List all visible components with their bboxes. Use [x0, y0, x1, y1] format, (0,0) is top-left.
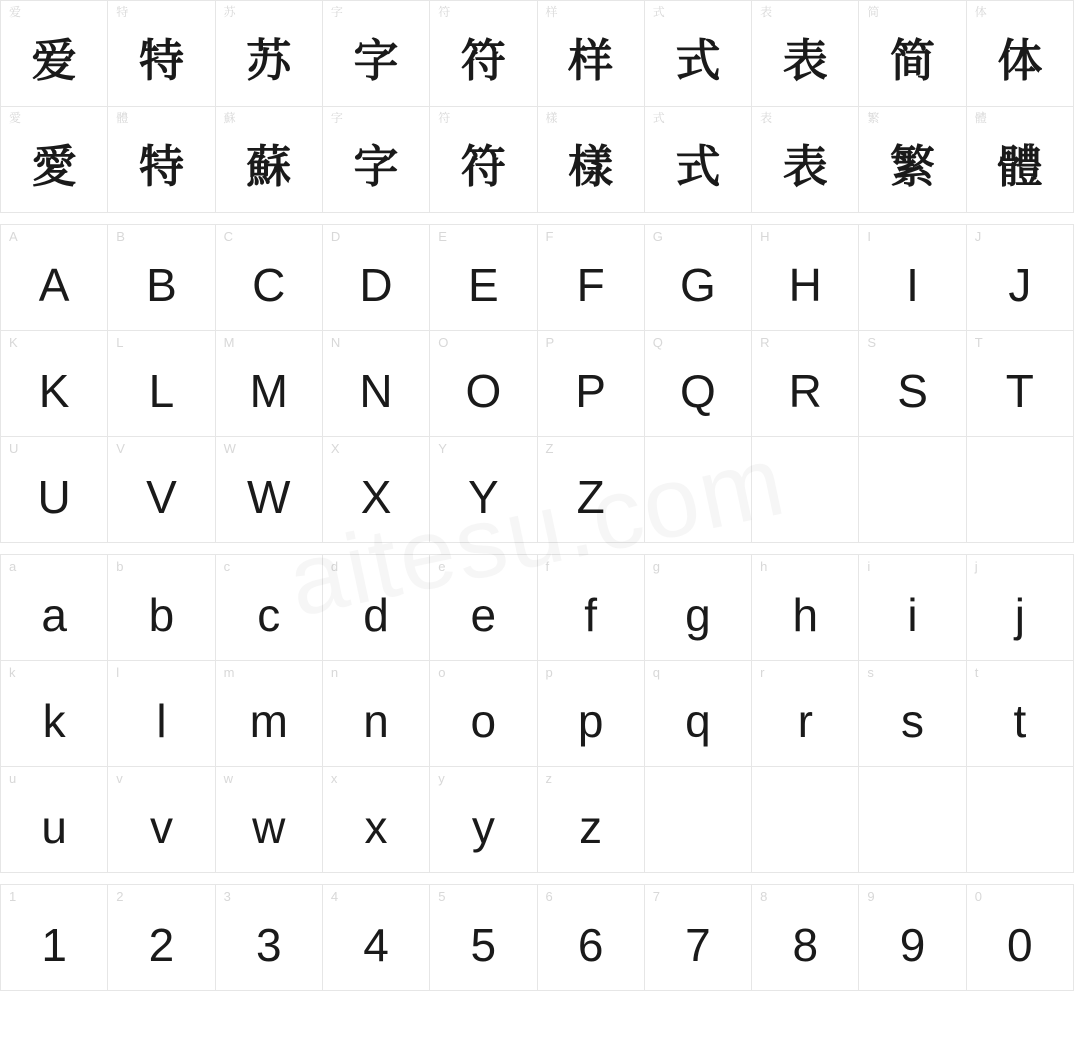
- glyph-cell[interactable]: [430, 767, 537, 873]
- glyph-character: t: [1013, 694, 1027, 747]
- glyph-tag: b: [116, 559, 124, 574]
- glyph-cell[interactable]: [859, 885, 966, 991]
- glyph-character: g: [685, 588, 711, 641]
- glyph-group-digits: [0, 884, 1074, 991]
- glyph-cell[interactable]: [108, 437, 215, 543]
- glyph-cell[interactable]: [430, 107, 537, 213]
- glyph-cell[interactable]: [538, 331, 645, 437]
- glyph-cell[interactable]: [108, 885, 215, 991]
- glyph-cell[interactable]: [752, 225, 859, 331]
- glyph-character: a: [41, 588, 67, 641]
- glyph-tag: p: [545, 665, 553, 680]
- glyph-character: Y: [468, 470, 499, 523]
- glyph-cell[interactable]: [1, 1, 108, 107]
- glyph-cell[interactable]: [430, 885, 537, 991]
- glyph-character: 爱: [31, 35, 77, 86]
- glyph-character: 3: [255, 918, 282, 971]
- glyph-tag: 表: [760, 111, 773, 125]
- glyph-cell[interactable]: [1, 225, 108, 331]
- glyph-cell[interactable]: [967, 1, 1074, 107]
- glyph-cell[interactable]: [1, 555, 108, 661]
- glyph-character: 繁: [890, 141, 936, 192]
- glyph-character: H: [788, 258, 822, 311]
- glyph-character: s: [901, 694, 925, 747]
- glyph-character: 符: [460, 35, 506, 86]
- glyph-tag: T: [974, 335, 983, 350]
- glyph-character: 愛: [31, 141, 77, 192]
- glyph-cell[interactable]: [645, 107, 752, 213]
- glyph-cell[interactable]: [859, 107, 966, 213]
- glyph-character: r: [797, 694, 813, 747]
- glyph-tag: E: [438, 229, 447, 244]
- glyph-cell[interactable]: [538, 661, 645, 767]
- glyph-character: 式: [675, 35, 721, 86]
- glyph-tag: e: [438, 559, 446, 574]
- glyph-character: 5: [470, 918, 497, 971]
- glyph-character: l: [156, 694, 167, 747]
- glyph-character: E: [468, 258, 499, 311]
- glyph-cell[interactable]: [1, 661, 108, 767]
- glyph-cell[interactable]: [967, 331, 1074, 437]
- glyph-character: 式: [675, 141, 721, 192]
- glyph-cell-empty: [967, 767, 1074, 873]
- glyph-cell[interactable]: [108, 1, 215, 107]
- glyph-cell[interactable]: [430, 331, 537, 437]
- glyph-cell[interactable]: [323, 555, 430, 661]
- glyph-character: o: [470, 694, 497, 747]
- glyph-cell[interactable]: [323, 437, 430, 543]
- glyph-cell[interactable]: [538, 437, 645, 543]
- glyph-cell[interactable]: [538, 555, 645, 661]
- glyph-character: f: [584, 588, 598, 641]
- glyph-tag: 爱: [9, 5, 22, 19]
- glyph-tag: W: [223, 441, 236, 456]
- glyph-tag: 式: [652, 5, 665, 19]
- glyph-cell-empty: [752, 767, 859, 873]
- glyph-tag: 樣: [545, 111, 558, 125]
- glyph-cell[interactable]: [430, 555, 537, 661]
- glyph-tag: 符: [438, 111, 451, 125]
- glyph-character: d: [363, 588, 389, 641]
- glyph-cell[interactable]: [1, 885, 108, 991]
- glyph-character: 8: [792, 918, 819, 971]
- glyph-tag: z: [545, 771, 552, 786]
- glyph-cell[interactable]: [430, 437, 537, 543]
- glyph-character: e: [470, 588, 497, 641]
- glyph-character: v: [149, 800, 173, 853]
- glyph-character: 2: [148, 918, 175, 971]
- glyph-tag: 样: [545, 5, 558, 19]
- glyph-tag: 8: [760, 889, 768, 904]
- glyph-tag: G: [652, 229, 663, 244]
- glyph-tag: 蘇: [223, 111, 236, 125]
- glyph-character: L: [148, 364, 175, 417]
- glyph-character: B: [146, 258, 177, 311]
- glyph-tag: l: [116, 665, 120, 680]
- glyph-character: y: [471, 800, 495, 853]
- glyph-tag: 7: [652, 889, 661, 904]
- glyph-character: 4: [363, 918, 389, 971]
- glyph-cell[interactable]: [859, 1, 966, 107]
- glyph-tag: 特: [116, 5, 129, 19]
- glyph-character: U: [37, 470, 71, 523]
- glyph-cell[interactable]: [1, 767, 108, 873]
- glyph-tag: 愛: [9, 111, 22, 125]
- glyph-cell[interactable]: [1, 437, 108, 543]
- glyph-character: Z: [576, 470, 605, 523]
- glyph-tag: v: [116, 771, 123, 786]
- glyph-tag: 2: [116, 889, 124, 904]
- glyph-cell[interactable]: [323, 107, 430, 213]
- glyph-cell[interactable]: [538, 1, 645, 107]
- glyph-cell[interactable]: [1, 107, 108, 213]
- glyph-tag: a: [9, 559, 17, 574]
- glyph-cell[interactable]: [216, 225, 323, 331]
- glyph-character: J: [1008, 258, 1032, 311]
- glyph-character: b: [148, 588, 175, 641]
- glyph-character: I: [906, 258, 919, 311]
- glyph-cell[interactable]: [967, 225, 1074, 331]
- glyph-tag: g: [652, 559, 661, 574]
- glyph-character: m: [249, 694, 288, 747]
- glyph-cell[interactable]: [967, 885, 1074, 991]
- glyph-tag: 表: [760, 5, 773, 19]
- glyph-cell[interactable]: [323, 1, 430, 107]
- glyph-character: j: [1014, 588, 1025, 641]
- glyph-tag: 苏: [223, 5, 236, 19]
- glyph-tag: N: [330, 335, 341, 350]
- glyph-cell[interactable]: [430, 1, 537, 107]
- glyph-character: c: [257, 588, 281, 641]
- glyph-tag: r: [760, 665, 765, 680]
- glyph-tag: q: [652, 665, 661, 680]
- glyph-tag: S: [867, 335, 877, 350]
- glyph-tag: s: [867, 665, 874, 680]
- glyph-cell[interactable]: [1, 331, 108, 437]
- glyph-cell[interactable]: [859, 225, 966, 331]
- glyph-cell[interactable]: [216, 661, 323, 767]
- glyph-tag: x: [330, 771, 338, 786]
- glyph-tag: j: [974, 559, 978, 574]
- glyph-tag: 3: [223, 889, 231, 904]
- glyph-character: 体: [997, 35, 1043, 86]
- glyph-cell[interactable]: [430, 661, 537, 767]
- glyph-tag: B: [116, 229, 125, 244]
- glyph-cell[interactable]: [645, 331, 752, 437]
- glyph-character: 苏: [246, 35, 292, 86]
- glyph-character: T: [1005, 364, 1034, 417]
- glyph-character: k: [42, 694, 66, 747]
- glyph-tag: 5: [438, 889, 446, 904]
- glyph-cell[interactable]: [323, 331, 430, 437]
- glyph-character: P: [575, 364, 606, 417]
- glyph-cell[interactable]: [430, 225, 537, 331]
- glyph-tag: V: [116, 441, 125, 456]
- glyph-character: h: [792, 588, 819, 641]
- glyph-cell-empty: [752, 437, 859, 543]
- glyph-cell[interactable]: [216, 107, 323, 213]
- glyph-tag: 字: [330, 5, 343, 19]
- glyph-cell-empty: [967, 437, 1074, 543]
- glyph-character: M: [249, 364, 288, 417]
- glyph-character: 字: [353, 35, 399, 86]
- glyph-cell-empty: [859, 767, 966, 873]
- glyph-character: A: [38, 258, 70, 311]
- glyph-tag: f: [545, 559, 550, 574]
- glyph-cell[interactable]: [538, 885, 645, 991]
- glyph-tag: C: [223, 229, 233, 244]
- glyph-character: D: [359, 258, 393, 311]
- glyph-character: 體: [997, 141, 1043, 192]
- glyph-tag: O: [438, 335, 449, 350]
- glyph-cell[interactable]: [859, 661, 966, 767]
- glyph-cell-empty: [859, 437, 966, 543]
- glyph-character: Q: [680, 364, 716, 417]
- glyph-character: 特: [138, 141, 184, 192]
- glyph-tag: u: [9, 771, 17, 786]
- glyph-character: F: [576, 258, 605, 311]
- glyph-cell-empty: [645, 437, 752, 543]
- glyph-character: 表: [782, 141, 828, 192]
- glyph-character: x: [364, 800, 388, 853]
- glyph-tag: J: [974, 229, 982, 244]
- glyph-cell[interactable]: [752, 555, 859, 661]
- glyph-cell[interactable]: [108, 225, 215, 331]
- glyph-tag: i: [867, 559, 871, 574]
- glyph-cell[interactable]: [967, 661, 1074, 767]
- glyph-tag: d: [330, 559, 339, 574]
- glyph-character: 6: [577, 918, 604, 971]
- glyph-tag: c: [223, 559, 231, 574]
- glyph-character: 1: [41, 918, 67, 971]
- glyph-cell[interactable]: [967, 107, 1074, 213]
- glyph-character: n: [363, 694, 389, 747]
- glyph-character: G: [680, 258, 716, 311]
- glyph-character: S: [897, 364, 928, 417]
- glyph-tag: k: [9, 665, 16, 680]
- glyph-cell[interactable]: [752, 885, 859, 991]
- glyph-cell[interactable]: [645, 225, 752, 331]
- glyph-character: 符: [460, 141, 506, 192]
- glyph-cell[interactable]: [108, 331, 215, 437]
- glyph-tag: 體: [974, 111, 987, 125]
- glyph-cell[interactable]: [645, 1, 752, 107]
- glyph-character: 0: [1007, 918, 1033, 971]
- glyph-tag: U: [9, 441, 19, 456]
- glyph-tag: 體: [116, 111, 129, 125]
- glyph-cell[interactable]: [645, 885, 752, 991]
- glyph-tag: K: [9, 335, 18, 350]
- glyph-cell[interactable]: [323, 225, 430, 331]
- glyph-tag: P: [545, 335, 555, 350]
- glyph-cell[interactable]: [108, 661, 215, 767]
- glyph-character: p: [577, 694, 604, 747]
- glyph-cell[interactable]: [216, 885, 323, 991]
- glyph-cell[interactable]: [216, 331, 323, 437]
- glyph-tag: n: [330, 665, 339, 680]
- glyph-tag: 式: [652, 111, 665, 125]
- glyph-cell[interactable]: [859, 331, 966, 437]
- glyph-cell[interactable]: [538, 225, 645, 331]
- glyph-character: 9: [899, 918, 926, 971]
- glyph-tag: R: [760, 335, 770, 350]
- glyph-cell[interactable]: [752, 331, 859, 437]
- glyph-character: 特: [138, 35, 184, 86]
- glyph-group-lowercase-latin: [0, 554, 1074, 873]
- glyph-tag: I: [867, 229, 872, 244]
- glyph-character: 樣: [568, 141, 614, 192]
- glyph-character: W: [247, 470, 291, 523]
- glyph-tag: L: [116, 335, 124, 350]
- glyph-tag: F: [545, 229, 554, 244]
- glyph-character: 蘇: [246, 141, 292, 192]
- glyph-character: 表: [782, 35, 828, 86]
- glyph-tag: 符: [438, 5, 451, 19]
- glyph-character: O: [465, 364, 502, 417]
- glyph-tag: m: [223, 665, 235, 680]
- glyph-character: C: [252, 258, 286, 311]
- glyph-tag: X: [330, 441, 340, 456]
- glyph-tag: 0: [974, 889, 982, 904]
- glyph-tag: 1: [9, 889, 17, 904]
- glyph-cell[interactable]: [216, 437, 323, 543]
- glyph-character: u: [41, 800, 67, 853]
- glyph-character: 样: [568, 35, 614, 86]
- glyph-tag: 6: [545, 889, 553, 904]
- glyph-character: q: [685, 694, 711, 747]
- glyph-tag: Q: [652, 335, 663, 350]
- glyph-cell[interactable]: [859, 555, 966, 661]
- glyph-cell[interactable]: [108, 107, 215, 213]
- glyph-cell[interactable]: [645, 661, 752, 767]
- glyph-character: 7: [685, 918, 711, 971]
- glyph-character: 字: [353, 141, 399, 192]
- glyph-tag: y: [438, 771, 445, 786]
- glyph-group-cjk-sample: [0, 0, 1074, 213]
- glyph-tag: 繁: [867, 111, 880, 125]
- glyph-cell[interactable]: [216, 555, 323, 661]
- glyph-character: V: [146, 470, 177, 523]
- glyph-tag: H: [760, 229, 770, 244]
- glyph-cell[interactable]: [108, 767, 215, 873]
- glyph-cell[interactable]: [216, 1, 323, 107]
- glyph-character: 简: [890, 35, 936, 86]
- glyph-tag: o: [438, 665, 446, 680]
- glyph-group-uppercase-latin: [0, 224, 1074, 543]
- glyph-character: X: [360, 470, 392, 523]
- glyph-tag: M: [223, 335, 235, 350]
- glyph-cell[interactable]: [323, 661, 430, 767]
- glyph-tag: h: [760, 559, 768, 574]
- glyph-character: R: [788, 364, 822, 417]
- glyph-tag: t: [974, 665, 979, 680]
- glyph-tag: A: [9, 229, 18, 244]
- glyph-tag: 4: [330, 889, 339, 904]
- glyph-cell[interactable]: [538, 107, 645, 213]
- glyph-cell[interactable]: [645, 555, 752, 661]
- glyph-cell[interactable]: [967, 555, 1074, 661]
- glyph-character: i: [907, 588, 918, 641]
- glyph-tag: 简: [867, 5, 880, 19]
- glyph-cell[interactable]: [538, 767, 645, 873]
- glyph-cell[interactable]: [108, 555, 215, 661]
- glyph-cell[interactable]: [323, 767, 430, 873]
- glyph-character: z: [579, 800, 603, 853]
- glyph-cell[interactable]: [752, 661, 859, 767]
- glyph-character: N: [359, 364, 393, 417]
- glyph-tag: Y: [438, 441, 447, 456]
- glyph-tag: 字: [330, 111, 343, 125]
- glyph-character: K: [38, 364, 70, 417]
- glyph-character: w: [252, 800, 286, 853]
- glyph-tag: w: [223, 771, 233, 786]
- glyph-tag: 体: [974, 5, 987, 19]
- glyph-tag: 9: [867, 889, 875, 904]
- glyph-tag: Z: [545, 441, 554, 456]
- glyph-cell[interactable]: [323, 885, 430, 991]
- glyph-tag: D: [330, 229, 341, 244]
- glyph-cell[interactable]: [216, 767, 323, 873]
- glyph-cell[interactable]: [752, 107, 859, 213]
- glyph-cell-empty: [645, 767, 752, 873]
- glyph-cell[interactable]: [752, 1, 859, 107]
